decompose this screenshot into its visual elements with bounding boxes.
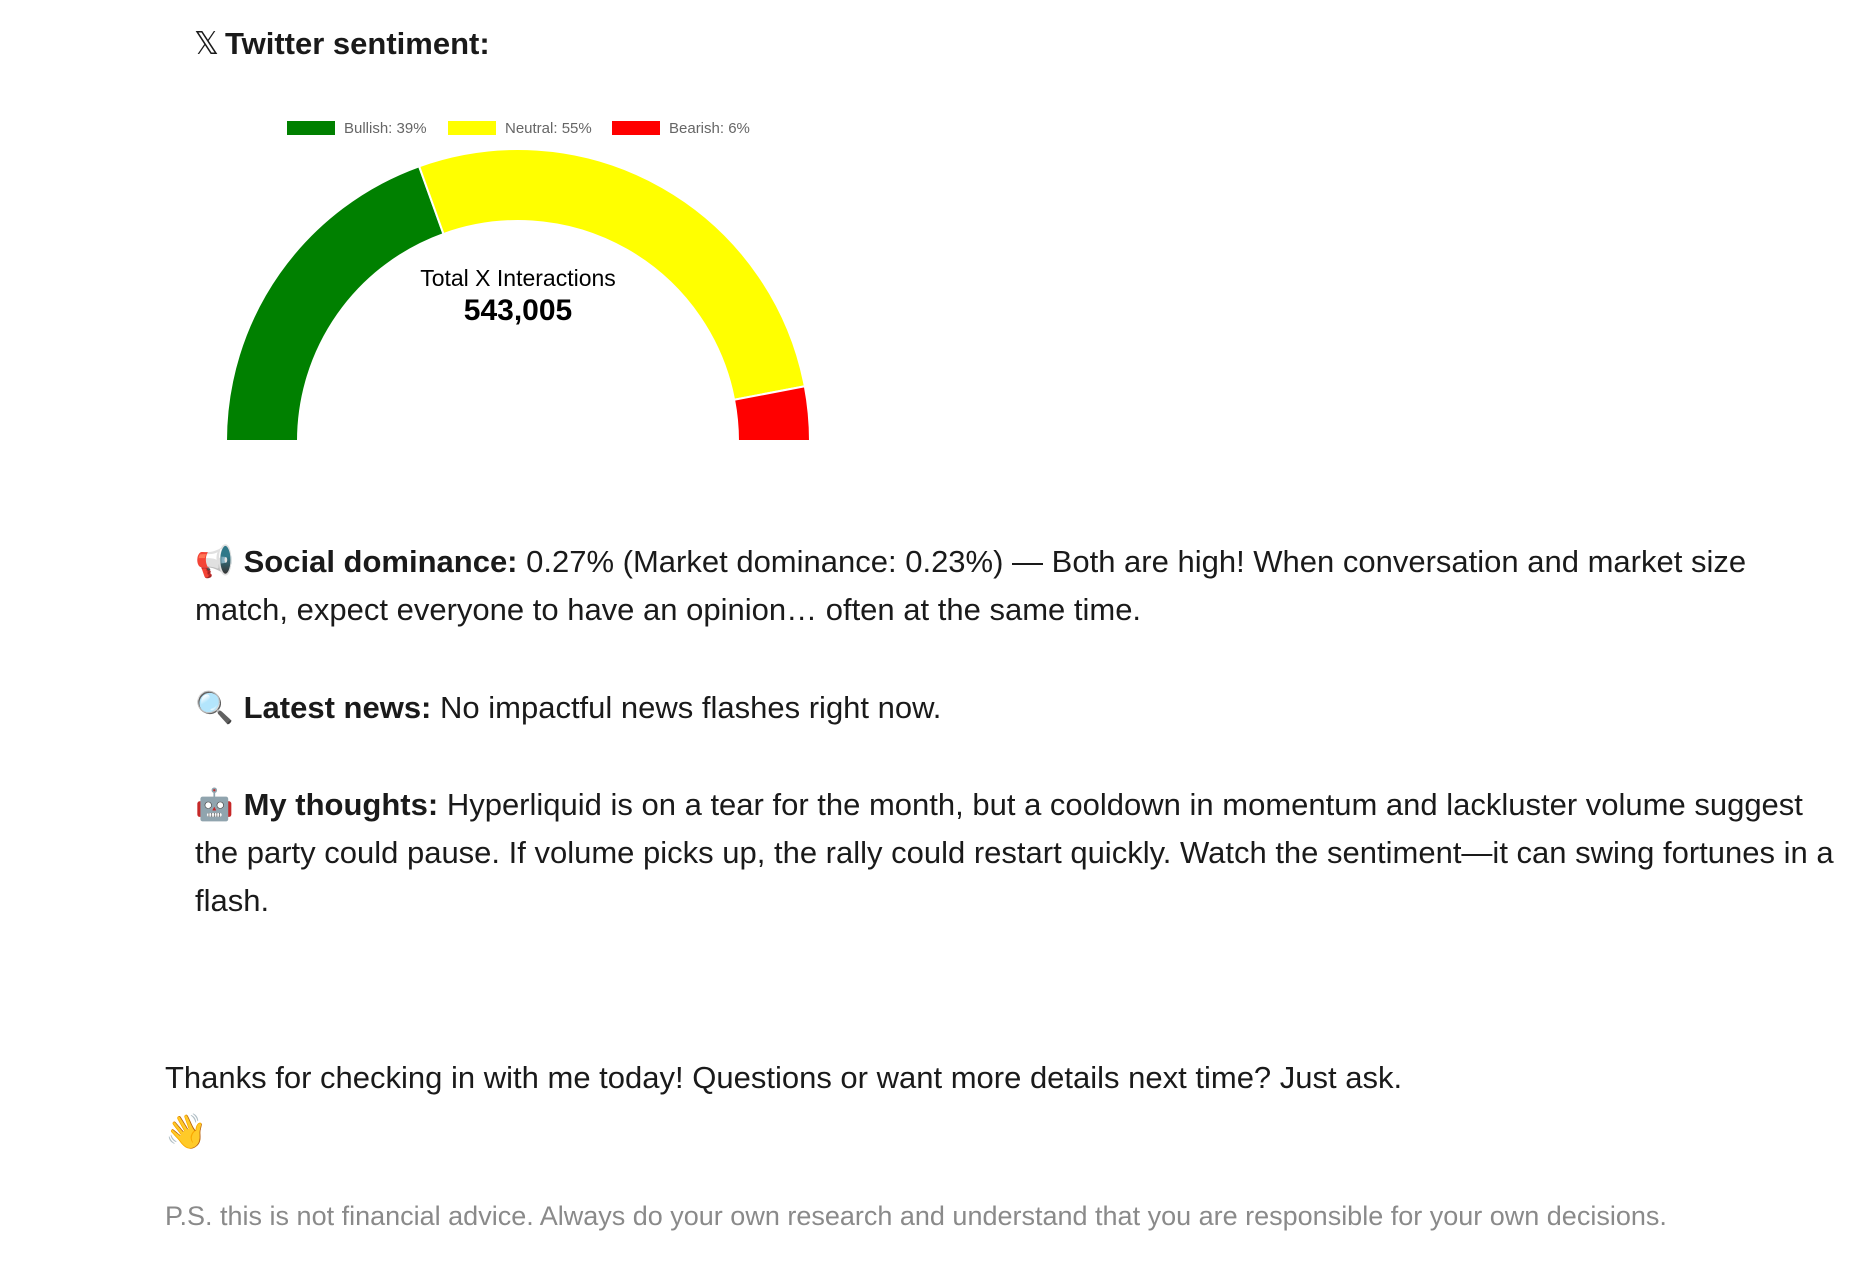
latest-news-block xyxy=(195,684,1835,732)
gauge-center-value: 543,005 xyxy=(463,294,573,327)
legend-swatch-neutral xyxy=(448,121,496,135)
social-dominance-block xyxy=(195,538,1835,634)
gauge-segment-bullish xyxy=(226,166,443,441)
legend-label-bearish: Bearish: 6% xyxy=(669,120,750,137)
latest-news-text: No impactful news flashes right now. xyxy=(440,690,942,725)
x-logo-icon: 𝕏 xyxy=(194,26,219,61)
my-thoughts-block xyxy=(195,781,1835,925)
legend-swatch-bullish xyxy=(287,121,335,135)
sentiment-gauge-chart xyxy=(0,0,1864,480)
latest-news-label: Latest news: xyxy=(243,690,432,725)
magnifier-icon: 🔍 xyxy=(195,690,234,725)
legend-label-neutral: Neutral: 55% xyxy=(505,120,592,137)
chart-legend xyxy=(287,120,750,137)
my-thoughts-text: Hyperliquid is on a tear for the month, but a cooldown in momentum and lackluster volume suggest the party could pause. If volume picks up, the rally could restart quickly. Watch the sentiment—it can swing fortunes in a flash. xyxy=(195,787,1834,918)
twitter-sentiment-title: Twitter sentiment: xyxy=(224,26,490,61)
social-dominance-label: Social dominance: xyxy=(243,544,518,579)
megaphone-icon: 📢 xyxy=(195,544,234,579)
social-dominance-text: 0.27% (Market dominance: 0.23%) — Both are high! When conversation and market size match, expect everyone to have an opinion… often at the same time. xyxy=(195,544,1747,627)
waving-hand-icon: 👋 xyxy=(165,1113,208,1151)
legend-swatch-bearish xyxy=(612,121,660,135)
gauge-center-label: Total X Interactions xyxy=(420,265,616,291)
my-thoughts-label: My thoughts: xyxy=(243,787,439,822)
disclaimer-text: P.S. this is not financial advice. Always do your own research and understand that you are responsible for your own decisions. xyxy=(165,1201,1667,1231)
thanks-message: Thanks for checking in with me today! Questions or want more details next time? Just ask. xyxy=(165,1060,1403,1095)
legend-label-bullish: Bullish: 39% xyxy=(344,120,427,137)
robot-icon: 🤖 xyxy=(195,787,234,822)
